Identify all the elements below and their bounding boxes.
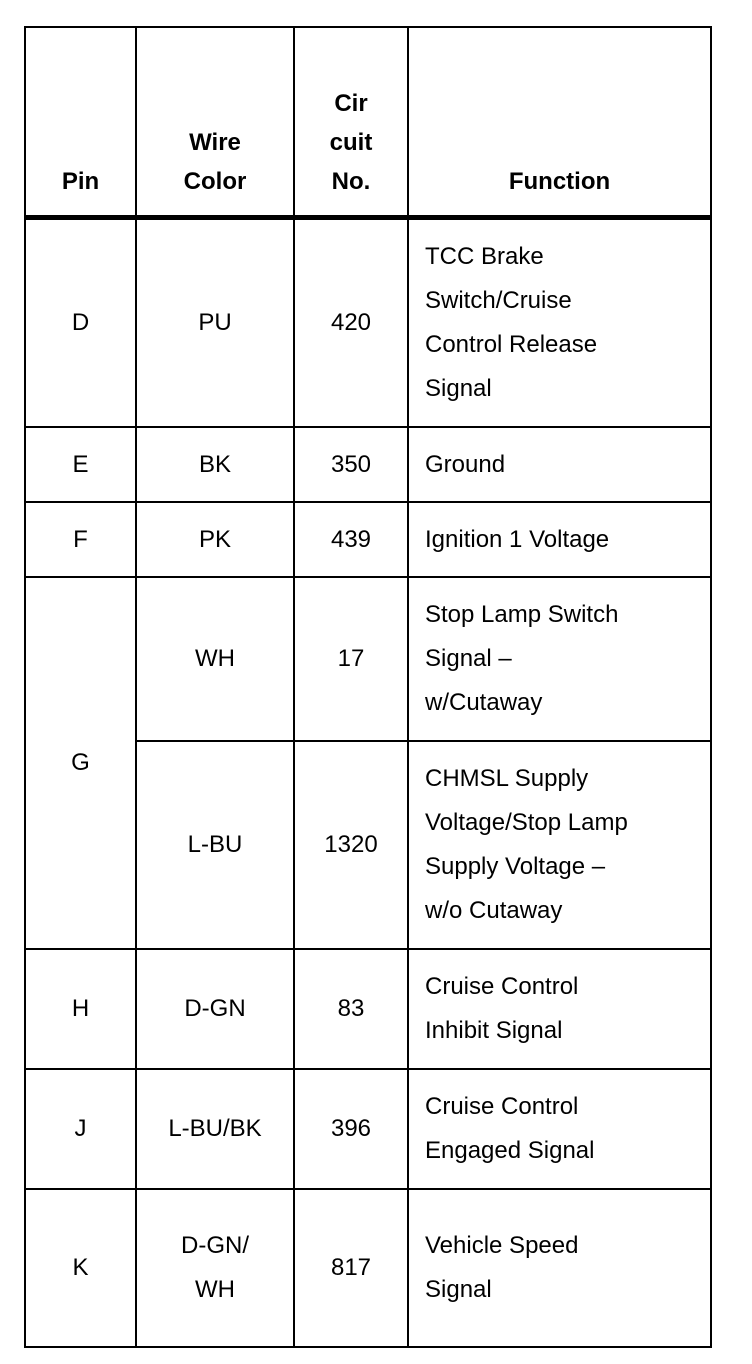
wire-color-cell: D-GN [136, 949, 294, 1069]
circuit-cell: 817 [294, 1189, 408, 1347]
circuit-cell: 83 [294, 949, 408, 1069]
pin-cell: K [25, 1189, 136, 1347]
table-row [25, 949, 711, 1069]
function-cell: TCC Brake Switch/Cruise Control Release Signal [408, 217, 711, 427]
header-wire-color: Wire Color [136, 27, 294, 217]
wire-color-cell: L-BU/BK [136, 1069, 294, 1189]
function-cell: Vehicle Speed Signal [408, 1189, 711, 1347]
pin-cell: E [25, 427, 136, 502]
circuit-cell: 420 [294, 217, 408, 427]
wire-color-cell: BK [136, 427, 294, 502]
table-row [25, 577, 711, 741]
pin-cell: J [25, 1069, 136, 1189]
header-function: Function [408, 27, 711, 217]
header-row [25, 27, 711, 217]
wire-color-cell: WH [136, 577, 294, 741]
pin-cell: D [25, 217, 136, 427]
wire-color-cell: L-BU [136, 741, 294, 949]
connector-pinout-table [24, 26, 712, 1348]
header-circuit-no: Cir cuit No. [294, 27, 408, 217]
table-row [25, 427, 711, 502]
circuit-cell: 396 [294, 1069, 408, 1189]
table-row [25, 1189, 711, 1347]
function-cell: Ignition 1 Voltage [408, 502, 711, 577]
wire-color-cell: PK [136, 502, 294, 577]
table-row [25, 1069, 711, 1189]
function-cell: CHMSL Supply Voltage/Stop Lamp Supply Voltage – w/o Cutaway [408, 741, 711, 949]
function-cell: Cruise Control Inhibit Signal [408, 949, 711, 1069]
circuit-cell: 439 [294, 502, 408, 577]
function-cell: Ground [408, 427, 711, 502]
header-pin: Pin [25, 27, 136, 217]
function-cell: Cruise Control Engaged Signal [408, 1069, 711, 1189]
function-cell: Stop Lamp Switch Signal – w/Cutaway [408, 577, 711, 741]
wire-color-cell: PU [136, 217, 294, 427]
table-row [25, 217, 711, 427]
circuit-cell: 350 [294, 427, 408, 502]
pin-cell: H [25, 949, 136, 1069]
pin-cell: F [25, 502, 136, 577]
circuit-cell: 17 [294, 577, 408, 741]
pin-cell: G [25, 577, 136, 949]
wire-color-cell: D-GN/ WH [136, 1189, 294, 1347]
table-row [25, 502, 711, 577]
circuit-cell: 1320 [294, 741, 408, 949]
